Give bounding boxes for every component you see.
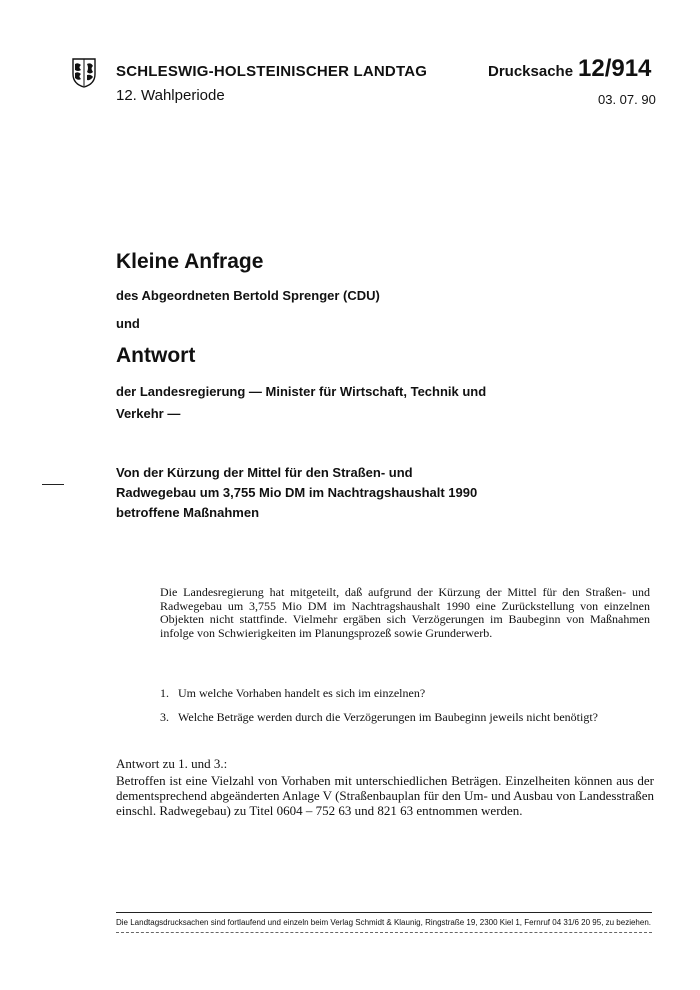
drucksache-label: Drucksache	[488, 63, 574, 80]
answer-title: Antwort	[116, 344, 196, 367]
question-item	[160, 687, 425, 701]
question-number: 1.	[160, 686, 169, 700]
footer-divider	[116, 932, 652, 933]
question-text: Um welche Vorhaben handelt es sich im einzelnen?	[178, 686, 426, 700]
footer-divider	[116, 912, 652, 913]
author-line: des Abgeordneten Bertold Sprenger (CDU)	[116, 288, 380, 303]
question-number: 3.	[160, 710, 169, 724]
margin-mark	[42, 484, 64, 485]
document-type-title: Kleine Anfrage	[116, 250, 264, 273]
parliament-name: SCHLESWIG-HOLSTEINISCHER LANDTAG	[116, 63, 428, 80]
legislative-period: 12. Wahlperiode	[116, 87, 225, 104]
drucksache-number: 12/914	[578, 55, 652, 82]
topic-heading: Von der Kürzung der Mittel für den Straßen- und Radwegebau um 3,755 Mio DM im Nachtragshaushalt 1990 betroffene Maßnahmen	[116, 465, 478, 520]
question-item	[160, 711, 600, 725]
answer-paragraph: Betroffen ist eine Vielzahl von Vorhaben mit unterschiedlichen Beträgen. Einzelheiten können aus der dementsprechend abgeänderten Anlage V (Straßenbauplan für den Um- und Ausbau von Landesstraßen einschl. Radwegebau) zu Titel 0604 – 752 63 und 821 63 entnommen werden.	[116, 773, 654, 819]
answer-authority-line: der Landesregierung — Minister für Wirtschaft, Technik und Verkehr —	[116, 384, 487, 421]
footer-note: Die Landtagsdrucksachen sind fortlaufend und einzeln beim Verlag Schmidt & Klaunig, Ringstraße 19, 2300 Kiel 1, Fernruf 04 31/6 20 95, zu beziehen.	[116, 918, 651, 927]
document-date: 03. 07. 90	[598, 92, 656, 107]
question-text: Welche Beträge werden durch die Verzögerungen im Baubeginn jeweils nicht benötigt?	[178, 710, 598, 724]
connector-text: und	[116, 316, 140, 331]
answer-heading: Antwort zu 1. und 3.:	[116, 756, 228, 771]
coat-of-arms-icon	[72, 58, 96, 88]
intro-paragraph: Die Landesregierung hat mitgeteilt, daß aufgrund der Kürzung der Mittel für den Straßen- und Radwegebau um 3,755 Mio DM im Nachtragshaushalt 1990 eine Zurückstellung von einzelnen Objekten nicht stattfinde. Vielmehr ergäben sich Verzögerungen im Baubeginn von Maßnahmen infolge von Schwierigkeiten im Planungsprozeß sowie Grunderwerb.	[160, 585, 650, 640]
